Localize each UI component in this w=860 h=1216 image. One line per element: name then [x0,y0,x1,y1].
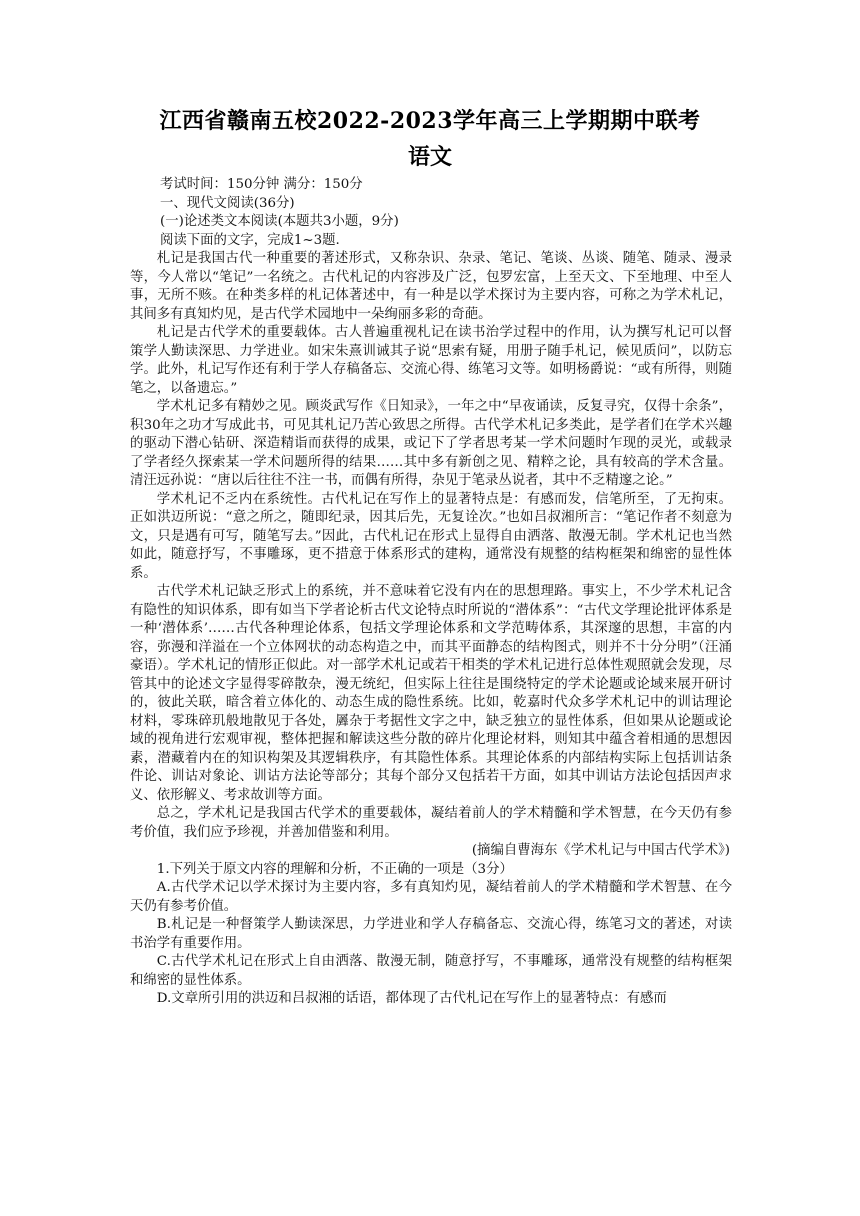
option-d: D.文章所引用的洪迈和吕叔湘的话语，都体现了古代札记在写作上的显著特点：有感而 [156,991,667,1006]
exam-title: 江西省赣南五校2022-2023学年高三上学期期中联考 [159,108,701,134]
option-b: B.札记是一种督策学人勤读深思，力学进业和学人存稿备忘、交流心得，练笔习文的著述，对读书治学有重要作用。 [130,917,732,951]
option-c: C.古代学术札记在形式上自由洒落、散漫无制，随意抒写，不事雕琢，通常没有规整的结构框架和绵密的显性体系。 [130,954,732,988]
article-paragraph: 总之，学术札记是我国古代学术的重要载体，凝结着前人的学术精髓和学术智慧，在今天仍有参考价值，我们应予珍视，并善加借鉴和利用。 [130,806,732,840]
exam-body [130,176,732,1009]
article-paragraph: 古代学术札记缺乏形式上的系统，并不意味着它没有内在的思想理路。事实上，不少学术札记含有隐性的知识体系，即有如当下学者论析古代文论特点时所说的“潜体系”：“古代文学理论批评体系是一种‘潜体系’……古代各种理论体系，包括文学理论体系和文学范畴体系，其深邃的思想，丰富的内容，弥漫和洋溢在一个立体网状的动态构造之中，而其平面静态的结构图式，则并不十分分明”（汪涌豪语）。学术札记的情形正似此。对一部学术札记或若干相类的学术札记进行总体性观照就会发现，尽管其中的论述文字显得零碎散杂，漫无统纪，但实际上往往是围绕特定的学术论题或论域来展开研讨的，彼此关联，暗含着立体化的、动态生成的隐性系统。比如，乾嘉时代众多学术札记中的训诂理论材料，零珠碎玑般地散见于各处，羼杂于考据性文字之中，缺乏独立的显性体系，但如果从论题或论域的视角进行宏观审视，整体把握和解读这些分散的碎片化理论材料，则知其中蕴含着相通的思想因素，潜藏着内在的知识构架及其逻辑秩序，有其隐性体系。其理论体系的内部结构实际上包括训诂条件论、训诂对象论、训诂方法论等部分；其每个部分又包括若干方面，如其中训诂方法论包括因声求义、依形解义、考求故训等方面。 [130,584,732,803]
article-paragraph: 学术札记不乏内在系统性。古代札记在写作上的显著特点是：有感而发，信笔所至，了无拘束。正如洪迈所说：“意之所之，随即纪录，因其后先，无复诠次。”也如吕叔湘所言：“笔记作者不刻意为文，只是遇有可写，随笔写去。”因此，古代札记在形式上显得自由洒落、散漫无制。学术札记也当然如此，随意抒写，不事雕琢，更不措意于体系形式的建构，通常没有规整的结构框架和绵密的显性体系。 [130,491,732,581]
article-paragraph: 札记是古代学术的重要载体。古人普遍重视札记在读书治学过程中的作用，认为撰写札记可以督策学人勤读深思、力学进业。如宋朱熹训诫其子说“思索有疑，用册子随手札记，候见质问”，以防忘学。此外，札记写作还有利于学人存稿备忘、交流心得、练笔习文等。如明杨爵说：“或有所得，则随笔之，以备遗忘。” [130,325,732,396]
subject-title: 语文 [407,144,452,170]
question-stem: 1.下列关于原文内容的理解和分析，不正确的一项是（3分） [156,861,513,877]
subsection-heading: (一)论述类文本阅读(本题共3小题，9分) [160,214,399,229]
article-source: (摘编自曹海东《学术札记与中国古代学术》) [471,843,730,858]
article-paragraph: 札记是我国古代一种重要的著述形式，又称杂识、杂录、笔记、笔谈、丛谈、随笔、随录、漫录等，今人常以“笔记”一名统之。古代札记的内容涉及广泛，包罗宏富，上至天文、下至地理、中至人事，无所不赅。在种类多样的札记体著述中，有一种是以学术探讨为主要内容，可称之为学术札记，其间多有真知灼见，是古代学术园地中一朵绚丽多彩的奇葩。 [130,251,732,322]
section-heading: 一、现代文阅读(36分) [160,195,295,211]
article-paragraph: 学术札记多有精妙之见。顾炎武写作《日知录》，一年之中“早夜诵读，反复寻究，仅得十余条”，积30年之功才写成此书，可见其札记乃苦心致思之所得。古代学术札记多类此，是学者们在学术兴趣的驱动下潜心钻研、深造精诣而获得的成果，或记下了学者思考某一学术问题时乍现的灵光，或载录了学者经久探索某一学术问题所得的结果……其中多有新创之见、精粹之论，具有较高的学术含量。清汪远孙说：“唐以后往往不注一书，而偶有所得，杂见于笔录丛说者，其中不乏精邃之论。” [130,399,732,488]
option-a: A.古代学术记以学术探讨为主要内容，多有真知灼见，凝结着前人的学术精髓和学术智慧、在今天仍有参考价值。 [130,880,732,914]
reading-instruction: 阅读下面的文字，完成1~3题. [160,232,340,248]
exam-info: 考试时间：150分钟 满分：150分 [160,177,363,192]
